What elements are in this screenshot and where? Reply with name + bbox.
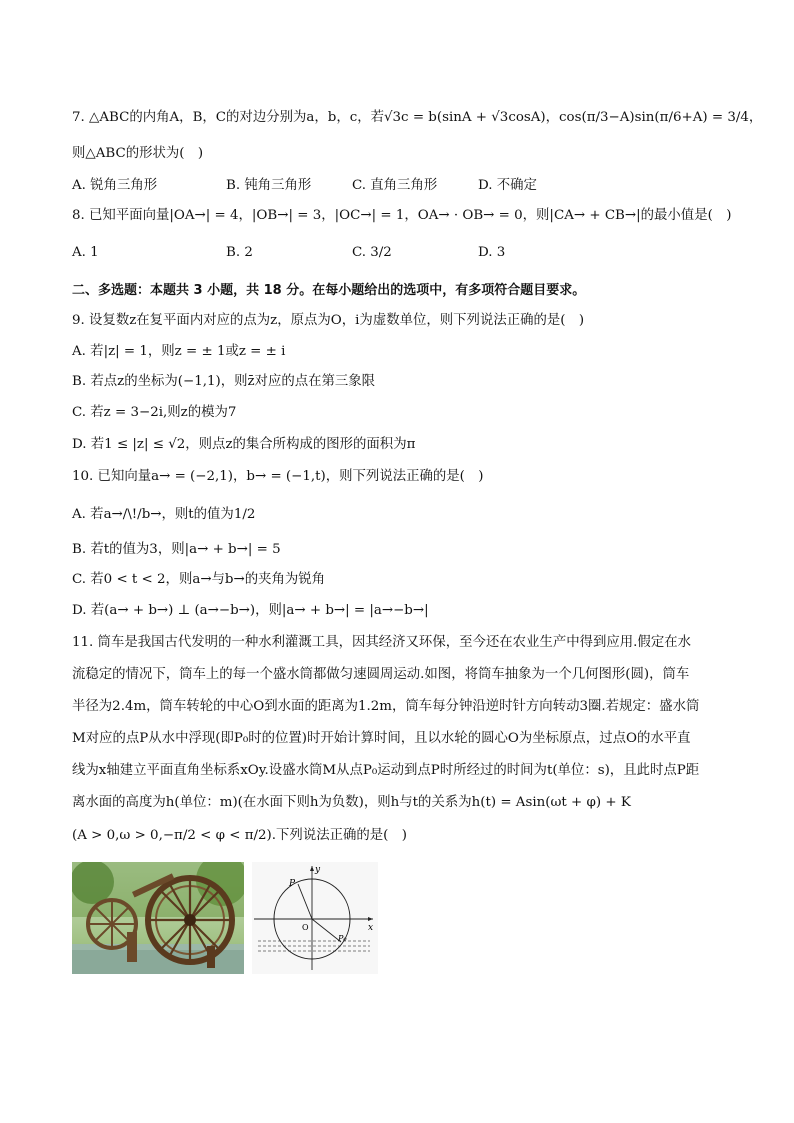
- water-wheel-photo: [72, 862, 244, 974]
- section-2-heading: 二、多选题：本题共 3 小题，共 18 分。在每小题给出的选项中，有多项符合题目要求。: [72, 283, 586, 298]
- label-origin: O: [302, 923, 309, 932]
- q7-option-d: D. 不确定: [478, 178, 537, 193]
- q8-stem-line1: 8. 已知平面向量|OA→| = 4，|OB→| = 3，|OC→| = 1，OA→ · OB→ = 0，则|CA→ + CB→|的最小值是( ): [72, 208, 732, 223]
- q11-stem-line5: 线为x轴建立平面直角坐标系xOy.设盛水筒M从点P₀运动到点P时所经过的时间为t(单位：s)，且此时点P距: [72, 763, 700, 778]
- q8-option-a: A. 1: [72, 245, 99, 260]
- q10-option-a: A. 若a→/\!/b→，则t的值为1/2: [72, 507, 256, 522]
- label-x: x: [368, 923, 374, 933]
- q9-option-c: C. 若z = 3−2i,则z的模为7: [72, 405, 237, 420]
- q9-option-d: D. 若1 ≤ |z| ≤ √2，则点z的集合所构成的图形的面积为π: [72, 437, 416, 452]
- q10-option-d: D. 若(a→ + b→) ⊥ (a→−b→)，则|a→ + b→| = |a→−b→|: [72, 603, 429, 618]
- q11-stem-line3: 半径为2.4m，筒车转轮的中心O到水面的距离为1.2m，筒车每分钟沿逆时针方向转动3圈.若规定：盛水筒: [72, 699, 700, 714]
- q7-stem-line1: 7. △ABC的内角A，B，C的对边分别为a，b，c，若√3c = b(sinA + √3cosA)，cos(π/3−A)sin(π/6+A) = 3/4，: [72, 110, 763, 125]
- q8-option-c: C. 3/2: [352, 245, 392, 260]
- q10-option-c: C. 若0 < t < 2，则a→与b→的夹角为锐角: [72, 572, 326, 587]
- q7-stem-line2: 则△ABC的形状为( ): [72, 146, 204, 161]
- q10-stem-line1: 10. 已知向量a→ = (−2,1)，b→ = (−1,t)，则下列说法正确的是( ): [72, 469, 484, 484]
- q7-option-b: B. 钝角三角形: [226, 178, 312, 193]
- q8-option-d: D. 3: [478, 245, 506, 260]
- q9-stem-line1: 9. 设复数z在复平面内对应的点为z，原点为O，i为虚数单位，则下列说法正确的是( ): [72, 313, 585, 328]
- q10-option-b: B. 若t的值为3，则|a→ + b→| = 5: [72, 542, 281, 557]
- q8-option-b: B. 2: [226, 245, 253, 260]
- q11-stem-line2: 流稳定的情况下，筒车上的每一个盛水筒都做匀速圆周运动.如图，将筒车抽象为一个几何图形(圆)，筒车: [72, 667, 690, 682]
- q11-stem-line7: (A > 0,ω > 0,−π/2 < φ < π/2).下列说法正确的是( ): [72, 828, 408, 843]
- label-y: y: [315, 865, 321, 875]
- q9-option-b: B. 若点z的坐标为(−1,1)，则z̄对应的点在第三象限: [72, 374, 376, 389]
- coordinate-diagram-svg: [252, 862, 378, 974]
- label-p0: P₀: [338, 934, 347, 943]
- water-wheel-diagram: [252, 862, 378, 974]
- water-wheel-photo-svg: [72, 862, 244, 974]
- q7-option-c: C. 直角三角形: [352, 178, 438, 193]
- label-p: P: [289, 879, 296, 889]
- q11-stem-line6: 离水面的高度为h(单位：m)(在水面下则h为负数)，则h与t的关系为h(t) = Asin(ωt + φ) + K: [72, 795, 631, 810]
- q9-option-a: A. 若|z| = 1，则z = ± 1或z = ± i: [72, 344, 286, 359]
- q11-stem-line4: M对应的点P从水中浮现(即P₀时的位置)时开始计算时间，且以水轮的圆心O为坐标原点，过点O的水平直: [72, 731, 691, 746]
- q7-option-a: A. 锐角三角形: [72, 178, 158, 193]
- q11-stem-line1: 11. 筒车是我国古代发明的一种水利灌溉工具，因其经济又环保，至今还在农业生产中得到应用.假定在水: [72, 635, 691, 650]
